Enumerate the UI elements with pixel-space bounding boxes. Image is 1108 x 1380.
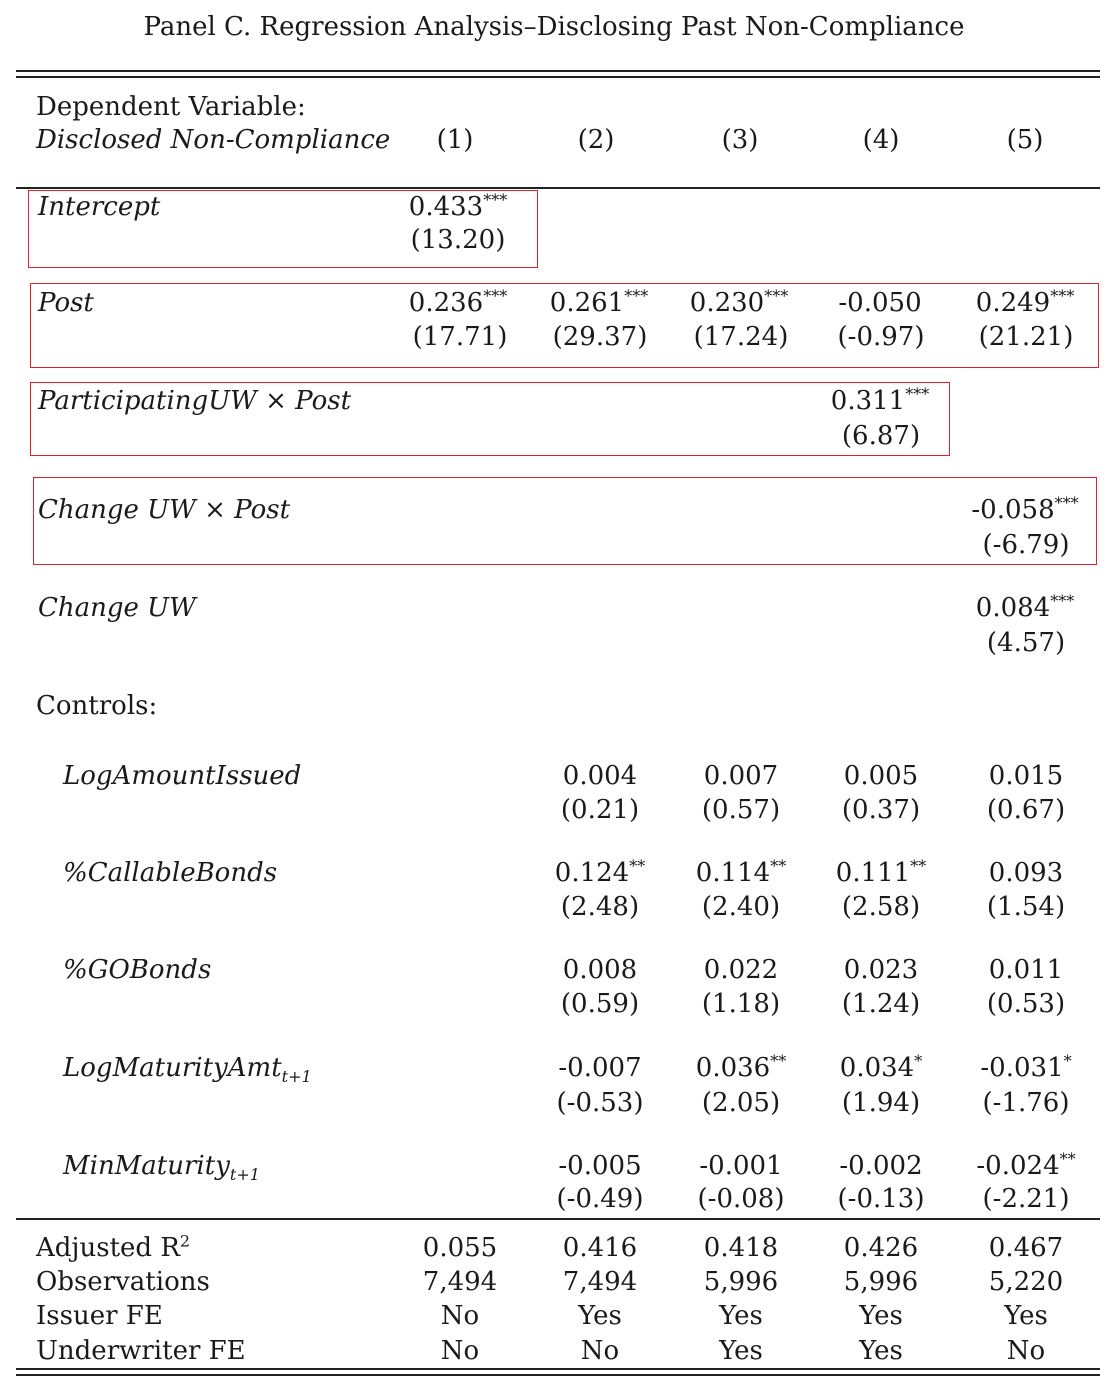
cell-stat: No bbox=[1006, 1336, 1046, 1366]
cell-coef bbox=[525, 953, 675, 987]
cell-value: 0.011 bbox=[988, 955, 1064, 985]
cell-coef bbox=[951, 759, 1101, 793]
significance-stars: ** bbox=[910, 856, 927, 876]
cell-coef bbox=[951, 856, 1101, 890]
row-label-change-uw-post bbox=[38, 493, 290, 527]
cell-value: -0.024 bbox=[976, 1151, 1060, 1181]
significance-stars: ** bbox=[770, 1051, 787, 1071]
cell-coef bbox=[666, 759, 816, 793]
table-title: Panel C. Regression Analysis–Disclosing Past Non-Compliance bbox=[143, 12, 965, 42]
cell-value: 0.004 bbox=[562, 761, 638, 791]
significance-stars: 2 bbox=[179, 1231, 191, 1251]
cell-tstat: (1.18) bbox=[701, 989, 781, 1019]
cell-value: -0.007 bbox=[558, 1053, 642, 1083]
row-label-go-bonds: %GOBonds bbox=[63, 955, 212, 985]
cell-value: LogMaturityAmt bbox=[63, 1053, 282, 1083]
column-header-5: (5) bbox=[1006, 125, 1044, 155]
cell-tstat: (-6.79) bbox=[982, 530, 1070, 560]
cell-coef bbox=[525, 1051, 675, 1085]
significance-stars: *** bbox=[1050, 591, 1075, 611]
cell-tstat: (1.54) bbox=[986, 892, 1066, 922]
cell-value: -0.005 bbox=[558, 1151, 642, 1181]
row-label-intercept: Intercept bbox=[38, 192, 161, 222]
cell-coef bbox=[805, 286, 955, 320]
cell-value: 0.236 bbox=[408, 288, 484, 318]
cell-tstat: (1.94) bbox=[841, 1088, 921, 1118]
significance-stars: * bbox=[914, 1051, 923, 1071]
cell-stat: 5,220 bbox=[988, 1267, 1064, 1297]
cell-value: 0.007 bbox=[703, 761, 779, 791]
significance-stars: *** bbox=[483, 286, 508, 306]
row-label-callable-bonds: %CallableBonds bbox=[63, 858, 278, 888]
cell-coef bbox=[383, 286, 533, 320]
cell-stat: 7,494 bbox=[562, 1267, 638, 1297]
cell-value: 0.249 bbox=[975, 288, 1051, 318]
cell-tstat: (21.21) bbox=[978, 322, 1074, 352]
cell-coef bbox=[666, 1149, 816, 1183]
cell-stat: Yes bbox=[1004, 1301, 1048, 1331]
significance-stars: *** bbox=[624, 286, 649, 306]
row-label-issuer-fe: Issuer FE bbox=[36, 1301, 163, 1331]
cell-tstat: (2.40) bbox=[701, 892, 781, 922]
cell-coef bbox=[525, 1149, 675, 1183]
significance-stars: *** bbox=[764, 286, 789, 306]
column-header-4: (4) bbox=[862, 125, 900, 155]
cell-coef bbox=[806, 759, 956, 793]
row-label-underwriter-fe: Underwriter FE bbox=[36, 1336, 246, 1366]
bottom-rule bbox=[16, 1368, 1100, 1370]
cell-value: Change UW bbox=[38, 495, 196, 525]
cell-stat: 5,996 bbox=[703, 1267, 779, 1297]
cell-value: 0.433 bbox=[408, 192, 484, 222]
cell-coef bbox=[950, 493, 1100, 527]
cell-value: ParticipatingUW bbox=[38, 386, 257, 416]
cell-coef bbox=[950, 286, 1100, 320]
cell-tstat: (-0.49) bbox=[556, 1184, 644, 1214]
cell-coef bbox=[664, 286, 814, 320]
cell-coef bbox=[383, 190, 533, 224]
cell-coef bbox=[525, 759, 675, 793]
row-label-participating-uw-post bbox=[38, 384, 351, 418]
cell-coef bbox=[951, 953, 1101, 987]
cell-tstat: (17.71) bbox=[412, 322, 508, 352]
cell-value: -0.001 bbox=[699, 1151, 783, 1181]
cell-value: × bbox=[204, 495, 226, 525]
significance-stars: * bbox=[1063, 1051, 1072, 1071]
cell-tstat: (0.53) bbox=[986, 989, 1066, 1019]
dependent-variable-name: Disclosed Non-Compliance bbox=[36, 125, 391, 155]
cell-stat: 5,996 bbox=[843, 1267, 919, 1297]
cell-value: -0.050 bbox=[838, 288, 922, 318]
cell-value: 0.124 bbox=[554, 858, 630, 888]
cell-tstat: (4.57) bbox=[986, 628, 1066, 658]
cell-coef bbox=[951, 1051, 1101, 1085]
cell-value: 0.084 bbox=[975, 593, 1051, 623]
significance-stars: *** bbox=[905, 384, 930, 404]
column-header-3: (3) bbox=[721, 125, 759, 155]
row-label-min-maturity bbox=[63, 1149, 260, 1183]
cell-tstat: (-0.13) bbox=[837, 1184, 925, 1214]
cell-tstat: (17.24) bbox=[693, 322, 789, 352]
cell-tstat: (13.20) bbox=[410, 225, 506, 255]
cell-stat: No bbox=[580, 1336, 620, 1366]
significance-stars: *** bbox=[1054, 493, 1079, 513]
footer-rule bbox=[16, 1218, 1100, 1220]
cell-tstat: (2.58) bbox=[841, 892, 921, 922]
cell-stat: 0.467 bbox=[988, 1233, 1064, 1263]
cell-value: Post bbox=[295, 386, 352, 416]
cell-coef bbox=[806, 1051, 956, 1085]
cell-stat: Yes bbox=[578, 1301, 622, 1331]
cell-tstat: (29.37) bbox=[552, 322, 648, 352]
significance-stars: ** bbox=[1059, 1149, 1076, 1169]
cell-tstat: (0.59) bbox=[560, 989, 640, 1019]
cell-tstat: (6.87) bbox=[841, 421, 921, 451]
top-rule-2 bbox=[16, 76, 1100, 78]
cell-value: 0.311 bbox=[830, 386, 906, 416]
cell-stat: Yes bbox=[719, 1336, 763, 1366]
row-label-observations: Observations bbox=[36, 1267, 210, 1297]
significance-stars: *** bbox=[1050, 286, 1075, 306]
cell-coef bbox=[951, 1149, 1101, 1183]
bottom-rule-2 bbox=[16, 1374, 1100, 1376]
cell-coef bbox=[524, 286, 674, 320]
column-header-1: (1) bbox=[436, 125, 474, 155]
cell-stat: 7,494 bbox=[422, 1267, 498, 1297]
cell-coef bbox=[806, 953, 956, 987]
cell-stat: 0.418 bbox=[703, 1233, 779, 1263]
cell-value: 0.111 bbox=[835, 858, 911, 888]
cell-value: -0.058 bbox=[971, 495, 1055, 525]
cell-value: 0.022 bbox=[703, 955, 779, 985]
cell-value: 0.114 bbox=[695, 858, 771, 888]
dependent-variable-label: Dependent Variable: bbox=[36, 92, 306, 122]
cell-value: MinMaturity bbox=[63, 1151, 230, 1181]
cell-stat: 0.416 bbox=[562, 1233, 638, 1263]
column-header-2: (2) bbox=[577, 125, 615, 155]
cell-tstat: (0.57) bbox=[701, 795, 781, 825]
cell-value: -0.002 bbox=[839, 1151, 923, 1181]
row-label-change-uw: Change UW bbox=[38, 593, 196, 623]
cell-tstat: (-0.53) bbox=[556, 1088, 644, 1118]
cell-tstat: (-1.76) bbox=[982, 1088, 1070, 1118]
subscript: t+1 bbox=[229, 1165, 260, 1185]
row-label-log-amount-issued: LogAmountIssued bbox=[63, 761, 302, 791]
cell-coef bbox=[806, 856, 956, 890]
cell-value: 0.023 bbox=[843, 955, 919, 985]
cell-stat: Yes bbox=[719, 1301, 763, 1331]
cell-stat: 0.055 bbox=[422, 1233, 498, 1263]
cell-value: 0.008 bbox=[562, 955, 638, 985]
cell-value: 0.230 bbox=[689, 288, 765, 318]
row-label-post: Post bbox=[38, 288, 94, 318]
cell-value: 0.015 bbox=[988, 761, 1064, 791]
cell-value: -0.031 bbox=[980, 1053, 1064, 1083]
row-label-log-maturity-amt bbox=[63, 1051, 312, 1085]
cell-coef bbox=[806, 1149, 956, 1183]
cell-value: × bbox=[265, 386, 287, 416]
controls-heading: Controls: bbox=[36, 691, 158, 721]
cell-coef bbox=[666, 856, 816, 890]
cell-tstat: (-0.08) bbox=[697, 1184, 785, 1214]
cell-value: 0.261 bbox=[549, 288, 625, 318]
cell-coef bbox=[950, 591, 1100, 625]
significance-stars: *** bbox=[483, 190, 508, 210]
cell-tstat: (2.05) bbox=[701, 1088, 781, 1118]
header-rule bbox=[16, 187, 1100, 189]
cell-tstat: (-2.21) bbox=[982, 1184, 1070, 1214]
cell-stat: No bbox=[440, 1301, 480, 1331]
cell-stat: Yes bbox=[859, 1301, 903, 1331]
significance-stars: ** bbox=[770, 856, 787, 876]
significance-stars: ** bbox=[629, 856, 646, 876]
cell-tstat: (0.21) bbox=[560, 795, 640, 825]
cell-coef bbox=[805, 384, 955, 418]
cell-tstat: (2.48) bbox=[560, 892, 640, 922]
cell-value: 0.093 bbox=[988, 858, 1064, 888]
cell-value: 0.005 bbox=[843, 761, 919, 791]
cell-value: Adjusted R bbox=[36, 1233, 180, 1263]
cell-coef bbox=[666, 953, 816, 987]
cell-coef bbox=[666, 1051, 816, 1085]
cell-tstat: (0.37) bbox=[841, 795, 921, 825]
cell-value: 0.036 bbox=[695, 1053, 771, 1083]
cell-coef bbox=[525, 856, 675, 890]
cell-value: 0.034 bbox=[839, 1053, 915, 1083]
cell-tstat: (0.67) bbox=[986, 795, 1066, 825]
row-label-adjusted-r2 bbox=[36, 1231, 190, 1265]
subscript: t+1 bbox=[281, 1067, 312, 1087]
cell-tstat: (-0.97) bbox=[837, 322, 925, 352]
cell-stat: No bbox=[440, 1336, 480, 1366]
top-rule bbox=[16, 70, 1100, 72]
cell-value: Post bbox=[234, 495, 291, 525]
cell-tstat: (1.24) bbox=[841, 989, 921, 1019]
cell-stat: 0.426 bbox=[843, 1233, 919, 1263]
cell-stat: Yes bbox=[859, 1336, 903, 1366]
